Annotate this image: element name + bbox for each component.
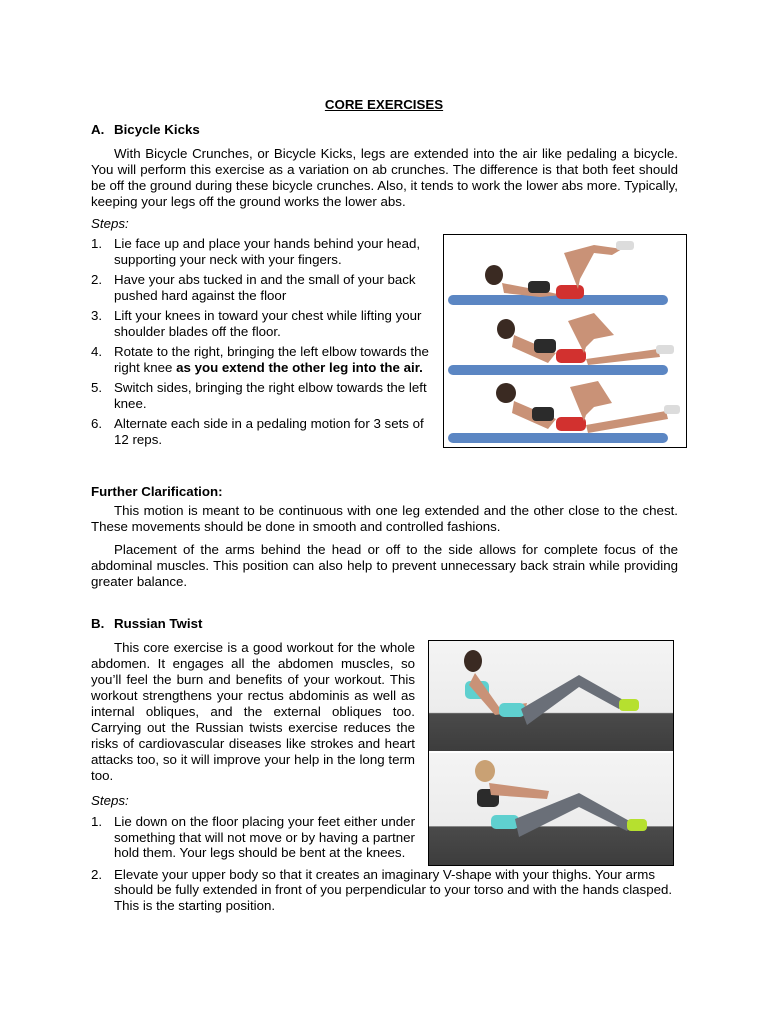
list-item (91, 416, 431, 447)
step-text: Rotate to the right, bringing the left elbow towards the right knee (114, 344, 429, 375)
list-item (91, 236, 431, 267)
step-text: Lie down on the floor placing your feet either under something that will not move or by having a partner hold them. Your legs should be bent at the knees. (114, 814, 415, 860)
step-text: Lie face up and place your hands behind your head, supporting your neck with your fingers. (114, 236, 421, 267)
section-b-steps (91, 814, 678, 913)
step-text: Have your abs tucked in and the small of your back pushed hard against the floor (114, 272, 416, 303)
section-a-letter: A. (91, 122, 105, 137)
list-item (91, 867, 678, 914)
step-number: 5. (91, 380, 103, 395)
section-a-heading (91, 122, 200, 137)
section-a-title: Bicycle Kicks (114, 122, 200, 137)
list-item (91, 272, 431, 303)
clarification-paragraph-1: This motion is meant to be continuous with one leg extended and the other close to the chest. These movements should be done in smooth and controlled fashions. (91, 503, 678, 534)
step-text: Elevate your upper body so that it creates an imaginary V-shape with your thighs. Your arms should be fully extended in front of you perpendicular to your torso and with the hands clasped. This is the starting position. (114, 866, 673, 913)
section-b-letter: B. (91, 616, 105, 631)
section-a-steps (91, 236, 431, 447)
bicycle-kick-pose-2 (448, 313, 674, 375)
step-bold-text: as you extend the other leg into the air. (176, 359, 423, 375)
bicycle-kicks-figure (443, 234, 687, 448)
section-a-steps-label: Steps: (91, 216, 129, 231)
step-text: Switch sides, bringing the right elbow towards the left knee. (114, 380, 427, 411)
step-number: 4. (91, 344, 103, 359)
list-item (91, 308, 431, 339)
bicycle-kick-pose-1 (448, 241, 668, 305)
clarification-paragraph-2: Placement of the arms behind the head or off to the side allows for complete focus of the abdominal muscles. This position can also help to prevent unnecessary back strain while providing greater balance. (91, 542, 678, 589)
clarification-heading: Further Clarification: (91, 484, 223, 499)
section-b-intro: This core exercise is a good workout for the whole abdomen. It engages all the abdomen muscles, so you’ll feel the burn and benefits of your workout. This workout strengthens your rectus abdominis as well as internal obliques, and the external obliques too. Carrying out the Russian twists exercise reduces the risks of cardiovascular diseases like strokes and heart attacks too, so it will improve your help in the long term too. (91, 640, 415, 783)
section-a-intro: With Bicycle Crunches, or Bicycle Kicks, legs are extended into the air like pedaling a bicycle. You will perform this exercise as a variation on ab crunches. The difference is that both feet should be off the ground during these bicycle crunches. Also, it tends to work the lower abs more. Typically, keeping your legs off the ground works the lower abs. (91, 146, 678, 209)
bicycle-kicks-illustration (444, 235, 686, 447)
russian-twist-pose-1 (429, 641, 673, 751)
section-b-heading (91, 616, 202, 631)
step-number: 2. (91, 272, 103, 287)
bicycle-kick-pose-3 (448, 381, 680, 443)
russian-twist-photo-1 (429, 641, 673, 751)
step-number: 1. (91, 814, 103, 829)
step-number: 6. (91, 416, 103, 431)
document-title: CORE EXERCISES (324, 97, 444, 112)
list-item (91, 380, 431, 411)
section-b-steps-label: Steps: (91, 793, 129, 808)
step-number: 2. (91, 866, 103, 882)
step-number: 3. (91, 308, 103, 323)
step-text: Alternate each side in a pedaling motion for 3 sets of 12 reps. (114, 416, 424, 447)
step-number: 1. (91, 236, 103, 251)
step-text: Lift your knees in toward your chest while lifting your shoulder blades off the floor. (114, 308, 422, 339)
section-b-title: Russian Twist (114, 616, 203, 631)
list-item (91, 814, 415, 861)
list-item (91, 344, 431, 375)
